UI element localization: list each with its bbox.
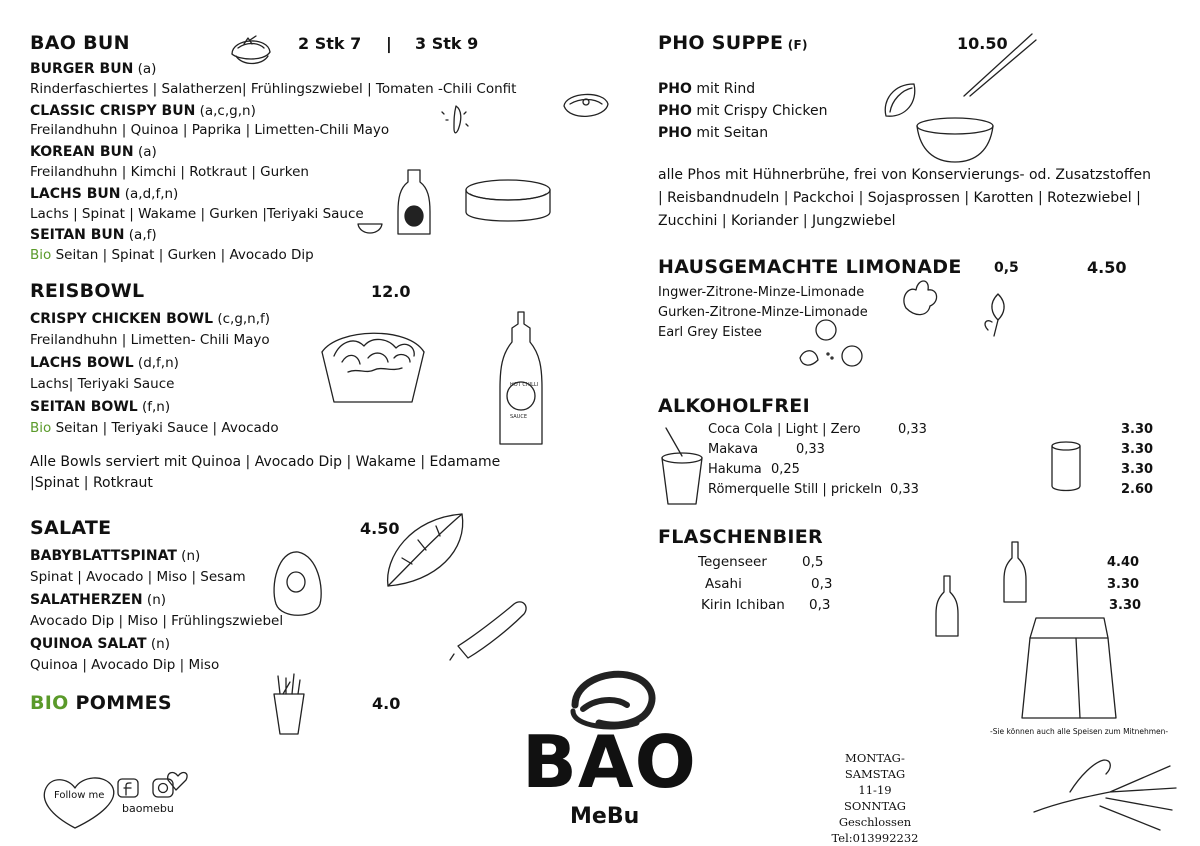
menu-item-crispy-chicken-bowl: CRISPY CHICKEN BOWL (c,g,n,f) — [30, 311, 271, 327]
beer-name: Asahi — [705, 576, 742, 592]
menu-item-desc: Freilandhuhn | Limetten- Chili Mayo — [30, 332, 270, 348]
sauce-bottle-icon — [444, 596, 534, 666]
menu-item-desc: Spinat | Avocado | Miso | Sesam — [30, 569, 246, 585]
social-handle[interactable]: baomebu — [122, 802, 174, 815]
beer-price: 3.30 — [1107, 577, 1140, 592]
reis-note: Alle Bowls serviert mit Quinoa | Avocado Dip | Wakame | Edamame |Spinat | Rotkraut — [30, 454, 501, 491]
limo-title: HAUSGEMACHTE LIMONADE — [658, 256, 962, 278]
menu-item-desc: Bio Seitan | Teriyaki Sauce | Avocado — [30, 420, 279, 436]
menu-item-desc: Lachs| Teriyaki Sauce — [30, 376, 175, 392]
svg-text:SAUCE: SAUCE — [510, 414, 527, 420]
soy-sauce-icon — [394, 168, 434, 240]
beer-price: 3.30 — [1109, 598, 1142, 613]
menu-item-desc: Freilandhuhn | Quinoa | Paprika | Limetten-Chili Mayo — [30, 122, 390, 139]
menu-item-pho-chicken: PHO mit Crispy Chicken — [658, 103, 828, 119]
reis-price: 12.0 — [371, 282, 411, 301]
bao-bun-icon — [228, 30, 274, 70]
drink-size: 0,33 — [890, 482, 919, 497]
beer-size: 0,5 — [802, 554, 824, 570]
list-item: Gurken-Zitrone-Minze-Limonade — [658, 305, 868, 320]
list-item: Earl Grey Eistee — [658, 325, 762, 340]
drink-name: Hakuma — [708, 462, 762, 477]
bier-title: FLASCHENBIER — [658, 526, 823, 548]
bao-price-sep: | — [386, 34, 392, 53]
drink-cup-icon — [656, 426, 708, 510]
drink-price: 3.30 — [1121, 442, 1154, 457]
mint-icon — [978, 290, 1014, 340]
menu-item-babyblattspinat: BABYBLATTSPINAT (n) — [30, 548, 201, 564]
hot-sauce-icon — [498, 308, 544, 450]
logo-subtitle: MeBu — [570, 804, 640, 829]
svg-text:HOT CHILLI: HOT CHILLI — [510, 382, 539, 388]
can-icon — [1048, 438, 1084, 494]
fries-icon — [270, 672, 308, 736]
beer-name: Tegenseer — [698, 554, 767, 570]
takeaway-note: -Sie können auch alle Speisen zum Mitnehmen- — [990, 727, 1169, 736]
beer-size: 0,3 — [811, 576, 833, 592]
chopsticks-icon — [960, 30, 1040, 100]
drink-name: Coca Cola | Light | Zero — [708, 422, 861, 437]
menu-item-seitan-bowl: SEITAN BOWL (f,n) — [30, 399, 171, 415]
salate-list — [30, 544, 283, 676]
menu-item-desc: Freilandhuhn | Kimchi | Rotkraut | Gurken — [30, 163, 309, 180]
menu-item-burger-bun: BURGER BUN (a) — [30, 61, 157, 77]
menu-item-seitan-bun: SEITAN BUN (a,f) — [30, 227, 157, 244]
menu-item-desc: Rinderfaschiertes | Salatherzen| Frühlingszwiebel | Tomaten -Chili Confit — [30, 80, 517, 97]
logo-wordmark: BAO — [522, 720, 697, 804]
bun-sketch-icon — [560, 88, 612, 124]
reis-list — [30, 307, 279, 439]
menu-item-quinoa-salat: QUINOA SALAT (n) — [30, 636, 170, 652]
drink-size: 0,33 — [796, 442, 825, 457]
steamer-basket-icon — [462, 178, 554, 228]
drink-size: 0,33 — [898, 422, 927, 437]
beer-size: 0,3 — [809, 597, 831, 613]
limo-price: 4.50 — [1087, 258, 1127, 277]
rice-bowl-icon — [318, 322, 428, 412]
bao-title: BAO BUN — [30, 32, 130, 54]
ginger-icon — [898, 272, 942, 322]
bao-list — [30, 58, 516, 266]
hand-icon — [1030, 752, 1180, 834]
menu-item-desc: Avocado Dip | Miso | Frühlingszwiebel — [30, 613, 284, 629]
pho-price: 10.50 — [957, 34, 1008, 53]
pho-bowl-icon — [914, 116, 996, 166]
bao-price-2: 2 Stk 7 — [298, 34, 362, 53]
alkfrei-title: ALKOHOLFREI — [658, 395, 810, 417]
opening-hours: MONTAG-SAMSTAG 11-19 SONNTAG Geschlossen Tel:013992232 — [831, 751, 919, 845]
drink-name: Makava — [708, 442, 759, 457]
drink-size: 0,25 — [771, 462, 800, 477]
menu-item-salatherzen: SALATHERZEN (n) — [30, 592, 167, 608]
drink-name: Römerquelle Still | prickeln — [708, 482, 883, 497]
pommes-title: BIO POMMES — [30, 692, 172, 714]
menu-item-desc: Bio Seitan | Spinat | Gurken | Avocado Dip — [30, 247, 314, 264]
drink-price: 3.30 — [1121, 462, 1154, 477]
pho-list — [658, 78, 827, 144]
instagram-icon[interactable] — [153, 779, 173, 797]
salate-title: SALATE — [30, 517, 112, 539]
pommes-price: 4.0 — [372, 694, 401, 713]
drink-price: 3.30 — [1121, 422, 1154, 437]
menu-item-desc: Lachs | Spinat | Wakame | Gurken |Teriyaki Sauce — [30, 205, 364, 222]
drink-price: 2.60 — [1121, 482, 1154, 497]
reis-title: REISBOWL — [30, 280, 145, 302]
menu-item-korean-bun: KOREAN BUN (a) — [30, 144, 157, 161]
beer-name: Kirin Ichiban — [701, 597, 785, 613]
list-item: Ingwer-Zitrone-Minze-Limonade — [658, 285, 865, 300]
bao-price-3: 3 Stk 9 — [415, 34, 479, 53]
beer-bottle-icon — [932, 574, 962, 640]
limo-size: 0,5 — [994, 260, 1019, 276]
menu-item-desc: Quinoa | Avocado Dip | Miso — [30, 657, 220, 673]
menu-item-pho-seitan: PHO mit Seitan — [658, 125, 769, 141]
lemon-slices-icon — [798, 318, 868, 372]
takeaway-bag-icon — [1016, 614, 1126, 726]
menu-item-classic-crispy-bun: CLASSIC CRISPY BUN (a,c,g,n) — [30, 102, 256, 119]
egg-icon — [268, 548, 328, 622]
pho-title: PHO SUPPE (F) — [658, 32, 808, 54]
menu-item-pho-rind: PHO mit Rind — [658, 81, 756, 97]
beer-price: 4.40 — [1107, 555, 1140, 570]
menu-item-lachs-bowl: LACHS BOWL (d,f,n) — [30, 355, 179, 371]
beer-bottle-icon — [1000, 540, 1030, 606]
menu-item-lachs-bun: LACHS BUN (a,d,f,n) — [30, 185, 179, 202]
salate-price: 4.50 — [360, 519, 400, 538]
chili-icon — [436, 100, 476, 140]
spinach-leaf-icon — [382, 510, 472, 592]
follow-label: Follow me — [54, 790, 105, 801]
dip-bowl-icon — [356, 218, 386, 238]
pho-note: alle Phos mit Hühnerbrühe, frei von Konservierungs- od. Zusatzstoffen | Reisbandnudeln | Packchoi | Sojasprossen | Karotten | Rotezwiebel | Zucchini | Koriander | Jungzwiebel — [658, 167, 1152, 229]
